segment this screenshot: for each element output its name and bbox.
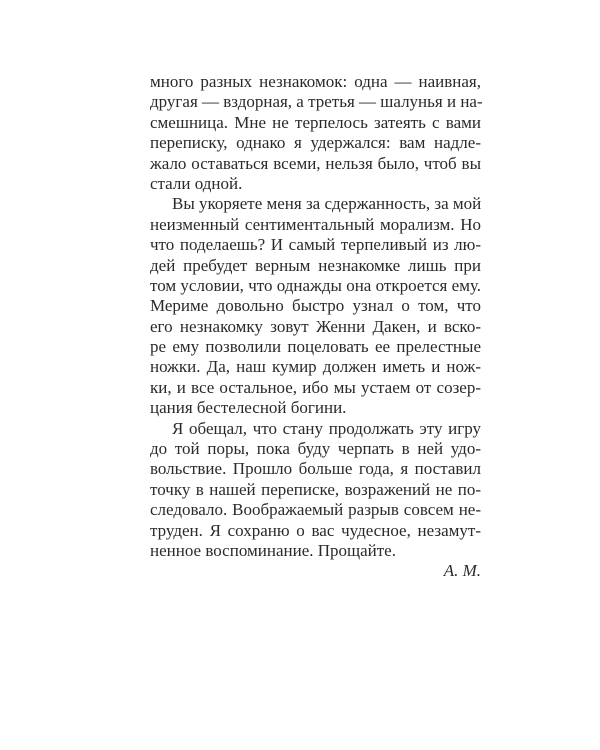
text-line: дей пребудет верным незнакомке лишь при [150, 255, 481, 275]
paragraph [150, 72, 481, 194]
text-line: вольствие. Прошло больше года, я поставил [150, 459, 481, 479]
document-page [150, 72, 481, 582]
text-line: ки, и все остальное, ибо мы устаем от созер- [150, 377, 481, 397]
text-line: его незнакомку зовут Женни Дакен, и вско- [150, 316, 481, 336]
text-line: точку в нашей переписке, возражений не по- [150, 479, 481, 499]
text-line: переписку, однако я удержался: вам надле- [150, 133, 481, 153]
text-line: неизменный сентиментальный морализм. Но [150, 214, 481, 234]
text-line: следовало. Воображаемый разрыв совсем не- [150, 500, 481, 520]
text-line: труден. Я сохраню о вас чудесное, незамут- [150, 520, 481, 540]
text-line: другая — вздорная, а третья — шалунья и на- [150, 92, 483, 112]
text-line: много разных незнакомок: одна — наивная, [150, 72, 481, 91]
paragraph [150, 419, 481, 562]
text-line: жало оставаться всеми, нельзя было, чтоб вы [150, 153, 481, 173]
text-line: стали одной. [150, 173, 243, 193]
text-line: ре ему позволили поцеловать ее прелестные [150, 337, 481, 357]
text-line: смешница. Мне не терпелось затеять с вами [150, 112, 481, 132]
text-line: Мериме довольно быстро узнал о том, что [150, 296, 481, 316]
text-line: что поделаешь? И самый терпеливый из лю- [150, 235, 481, 255]
text-line: том условии, что однажды она откроется ему. [150, 275, 481, 295]
text-line: цания бестелесной богини. [150, 398, 347, 418]
signature: А. М. [443, 561, 481, 581]
text-line: Вы укоряете меня за сдержанность, за мой [172, 194, 482, 214]
text-line: ненное воспоминание. Прощайте. [150, 540, 396, 560]
text-line: Я обещал, что стану продолжать эту игру [172, 418, 481, 438]
text-line: ножки. Да, наш кумир должен иметь и нож- [150, 357, 481, 377]
text-line: до той поры, пока буду черпать в ней удо- [150, 439, 481, 459]
paragraph [150, 194, 481, 418]
